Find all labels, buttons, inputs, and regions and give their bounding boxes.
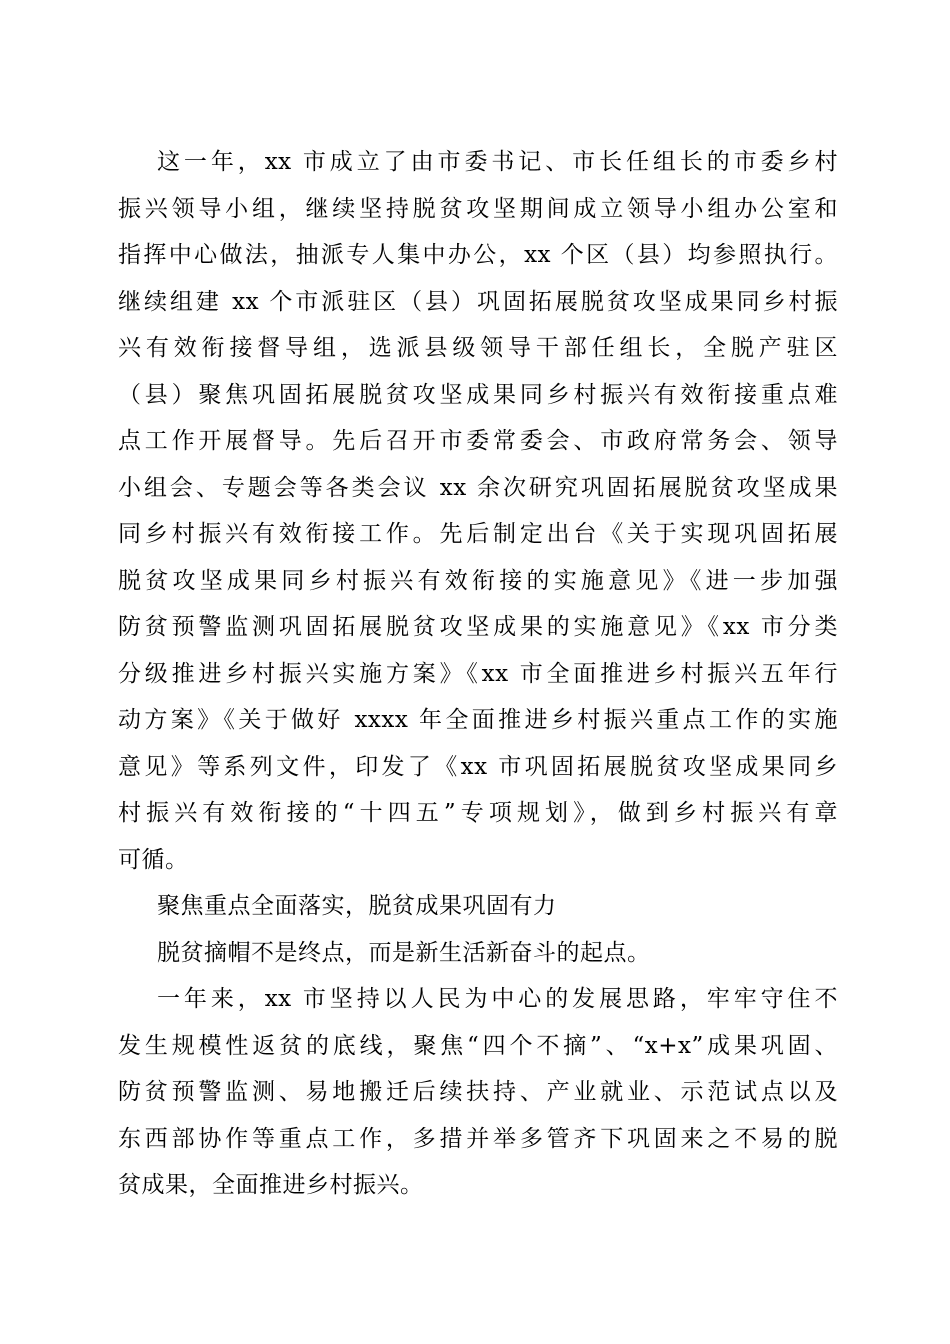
paragraph-line: 意见》等系列文件，印发了《xx 市巩固拓展脱贫攻坚成果同乡 <box>118 753 838 780</box>
paragraph-line: 这一年，xx 市成立了由市委书记、市长任组长的市委乡村 <box>157 149 838 175</box>
paragraph-line: 点工作开展督导。先后召开市委常委会、市政府常务会、领导 <box>118 428 838 454</box>
paragraph-line: 同乡村振兴有效衔接工作。先后制定出台《关于实现巩固拓展 <box>118 521 838 547</box>
paragraph-line: 分级推进乡村振兴实施方案》《xx 市全面推进乡村振兴五年行 <box>118 660 838 687</box>
paragraph-line: 脱贫攻坚成果同乡村振兴有效衔接的实施意见》《进一步加强 <box>118 567 838 594</box>
paragraph-line: 东西部协作等重点工作，多措并举多管齐下巩固来之不易的脱 <box>118 1125 838 1152</box>
document-body <box>118 139 838 1209</box>
paragraph-line: 兴有效衔接督导组，选派县级领导干部任组长，全脱产驻区 <box>118 335 838 361</box>
paragraph-leadership <box>118 139 838 883</box>
paragraph-line: 可循。 <box>118 846 189 873</box>
paragraph-line: 脱贫摘帽不是终点，而是新生活新奋斗的起点。 <box>157 939 651 966</box>
paragraph-line: 村振兴有效衔接的“十四五”专项规划》，做到乡村振兴有章 <box>118 800 838 826</box>
paragraph-starting-point <box>118 930 838 977</box>
paragraph-line: 聚焦重点全面落实，脱贫成果巩固有力 <box>157 893 557 919</box>
paragraph-line: 动方案》《关于做好 xxxx 年全面推进乡村振兴重点工作的实施 <box>118 707 838 733</box>
paragraph-line: 贫成果，全面推进乡村振兴。 <box>118 1172 424 1198</box>
paragraph-line: （县）聚焦巩固拓展脱贫攻坚成果同乡村振兴有效衔接重点难 <box>118 381 838 408</box>
paragraph-line: 振兴领导小组，继续坚持脱贫攻坚期间成立领导小组办公室和 <box>118 195 838 222</box>
paragraph-line: 指挥中心做法，抽派专人集中办公，xx 个区（县）均参照执行。 <box>118 242 838 268</box>
paragraph-year-review <box>118 976 838 1209</box>
section-heading <box>118 883 838 930</box>
paragraph-line: 防贫预警监测巩固拓展脱贫攻坚成果的实施意见》《xx 市分类 <box>118 614 838 640</box>
paragraph-line: 一年来，xx 市坚持以人民为中心的发展思路，牢牢守住不 <box>157 986 838 1012</box>
paragraph-line: 继续组建 xx 个市派驻区（县）巩固拓展脱贫攻坚成果同乡村振 <box>118 288 838 315</box>
paragraph-line: 小组会、专题会等各类会议 xx 余次研究巩固拓展脱贫攻坚成果 <box>118 474 838 501</box>
paragraph-line: 发生规模性返贫的底线，聚焦“四个不摘”、“x+x”成果巩固、 <box>118 1032 838 1059</box>
paragraph-line: 防贫预警监测、易地搬迁后续扶持、产业就业、示范试点以及 <box>118 1079 838 1105</box>
